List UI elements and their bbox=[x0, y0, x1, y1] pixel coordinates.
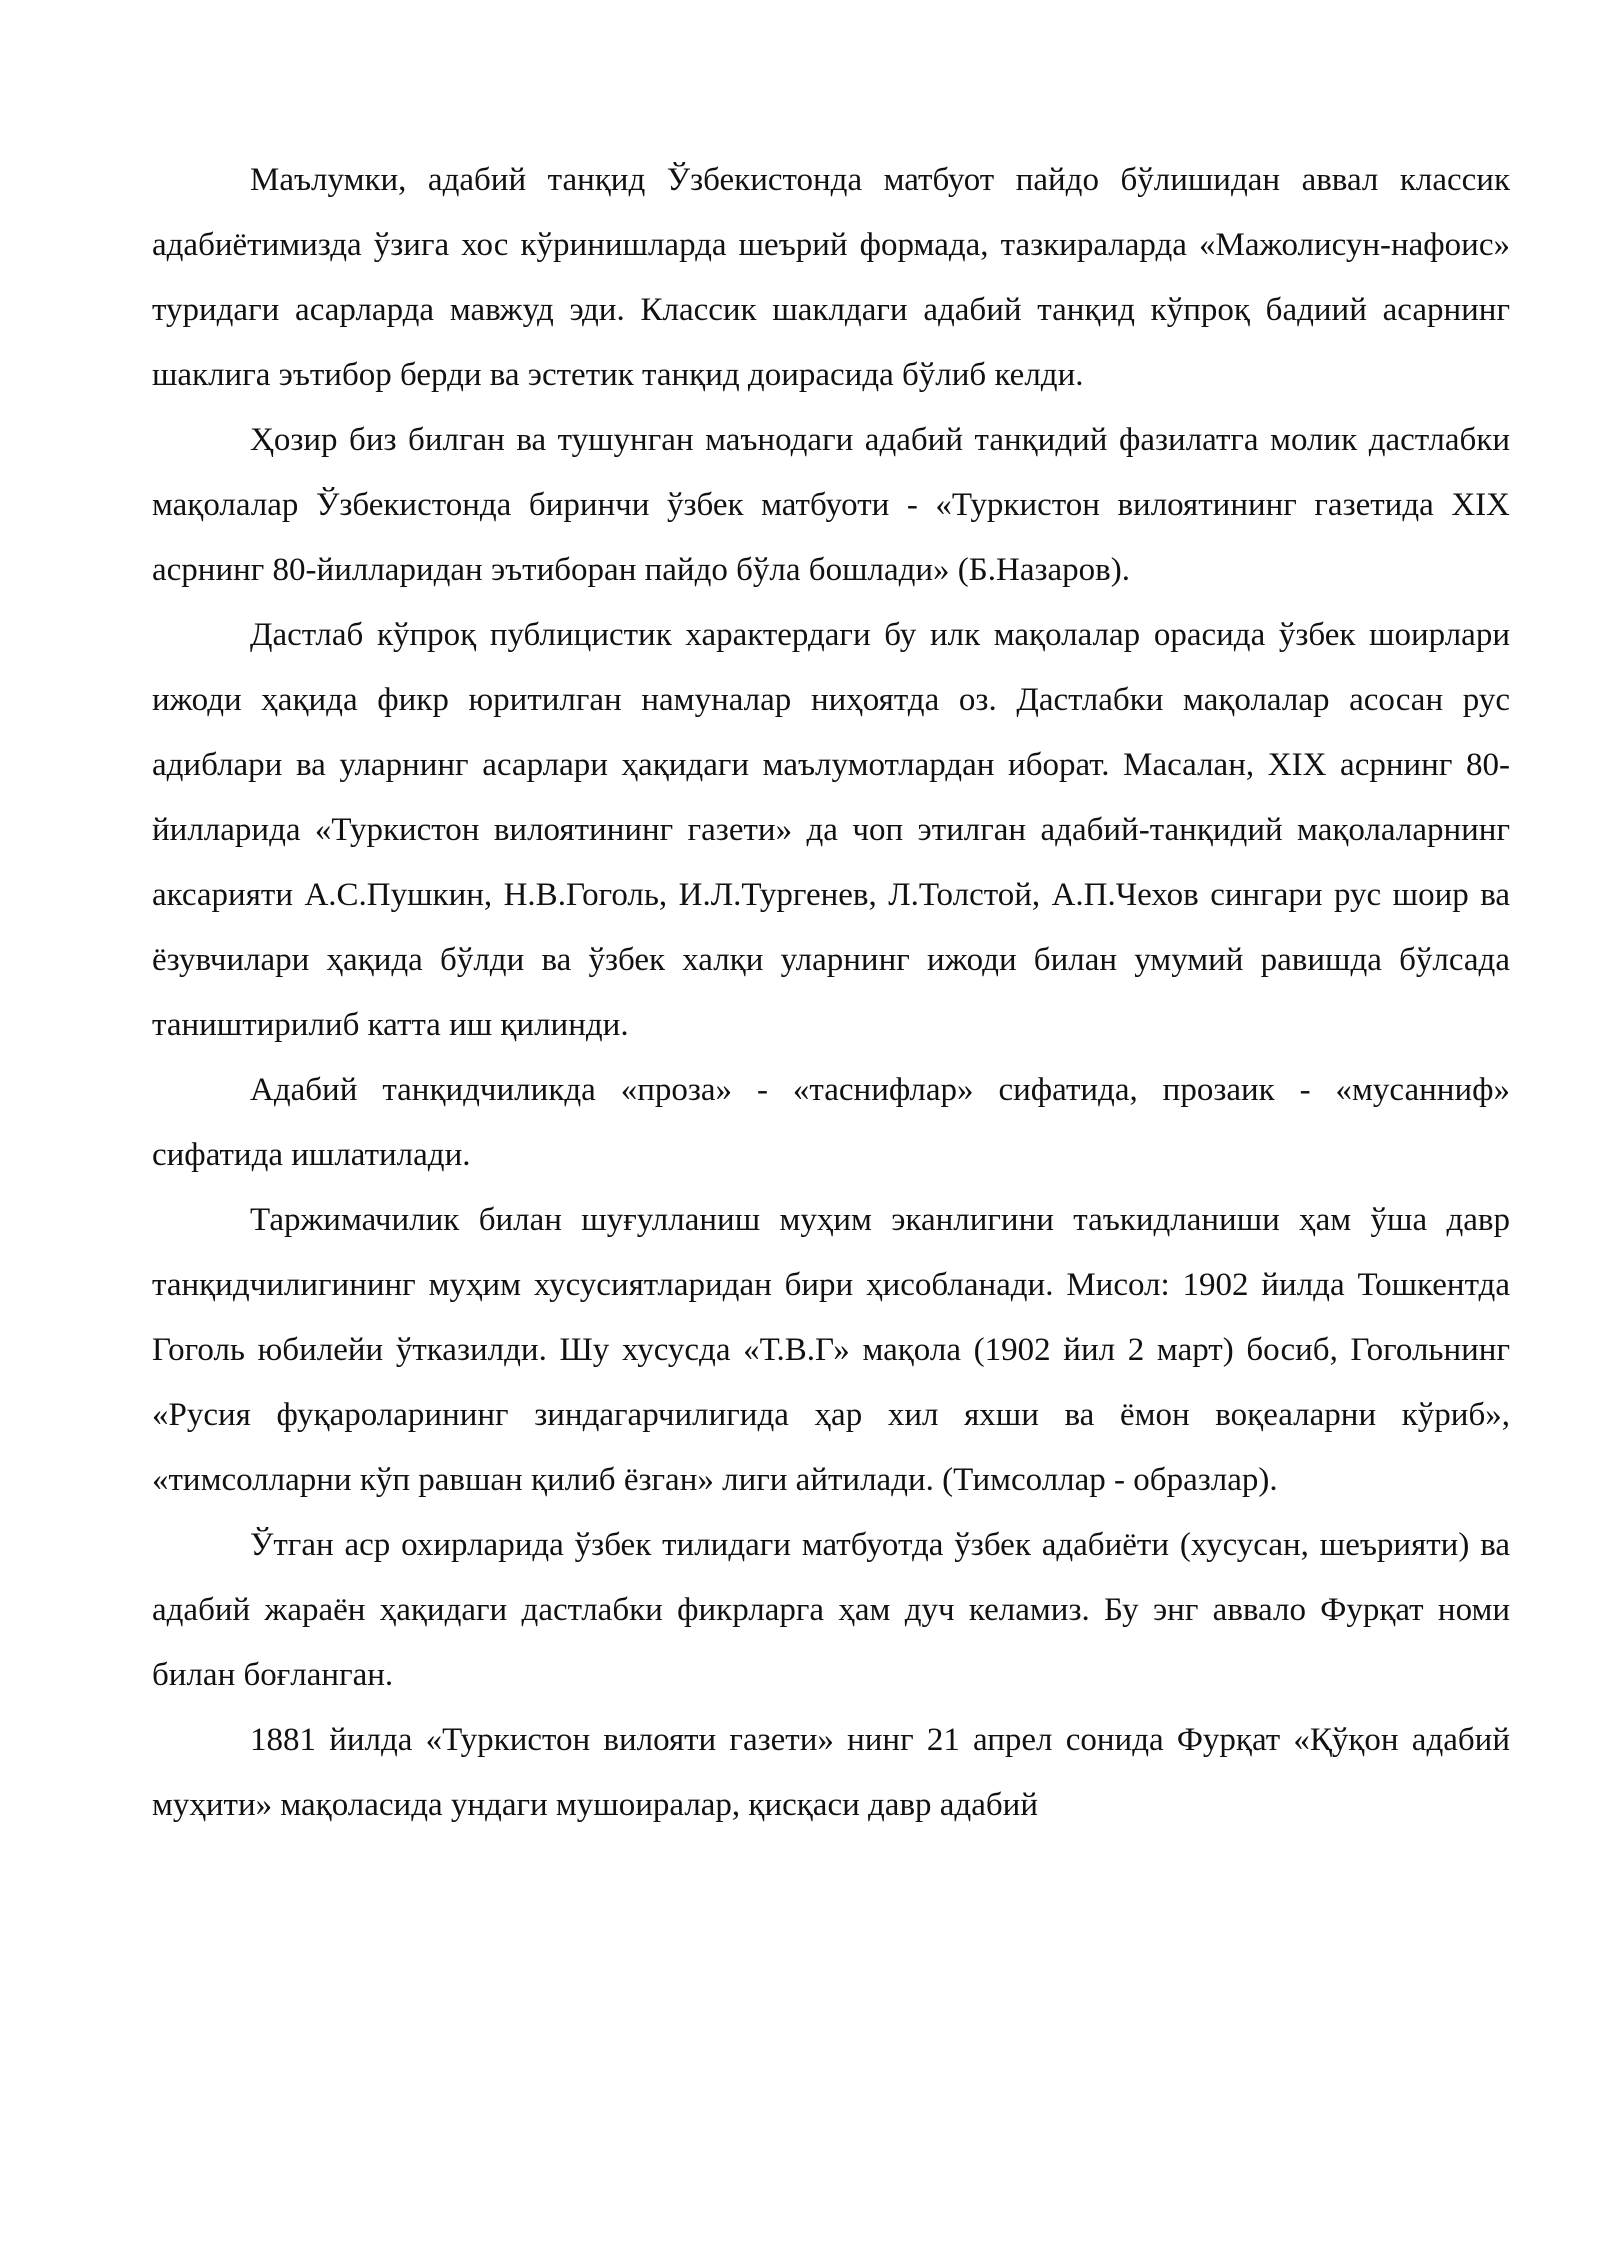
paragraph-prose-terms: Адабий танқидчиликда «проза» - «таснифлар» сифатида, прозаик - «мусанниф» сифатида ишлатилади. bbox=[152, 1072, 1510, 1173]
paragraph-furqat: Ўтган аср охирларида ўзбек тилидаги матбуотда ўзбек адабиёти (хусусан, шеърияти) ва адабий жараён ҳақидаги дастлабки фикрларга ҳам дуч келамиз. Бу энг аввало Фурқат номи билан боғланган. bbox=[152, 1527, 1510, 1693]
paragraph-russian-writers: Дастлаб кўпроқ публицистик характердаги бу илк мақолалар орасида ўзбек шоирлари ижоди ҳақида фикр юритилган намуналар ниҳоятда оз. Дастлабки мақолалар асосан рус адиблари ва уларнинг асарлари ҳақидаги маълумотлардан иборат. Масалан, XIX асрнинг 80-йилларида «Туркистон вилоятининг газети» да чоп этилган адабий-танқидий мақолаларнинг аксарияти А.С.Пушкин, Н.В.Гоголь, И.Л.Тургенев, Л.Толстой, А.П.Чехов сингари рус шоир ва ёзувчилари ҳақида бўлди ва ўзбек халқи уларнинг ижоди билан умумий равишда бўлсада таништирилиб катта иш қилинди. bbox=[152, 617, 1510, 1043]
paragraph-first-articles: Ҳозир биз билган ва тушунган маънодаги адабий танқидий фазилатга молик дастлабки мақолалар Ўзбекистонда биринчи ўзбек матбуоти - «Туркистон вилоятининг газетида XIX асрнинг 80-йилларидан эътиборан пайдо бўла бошлади» (Б.Назаров). bbox=[152, 422, 1510, 588]
paragraph-translation: Таржимачилик билан шуғулланиш муҳим эканлигини таъкидланиши ҳам ўша давр танқидчилигининг муҳим хусусиятларидан бири ҳисобланади. Мисол: 1902 йилда Тошкентда Гоголь юбилейи ўтказилди. Шу хусусда «Т.В.Г» мақола (1902 йил 2 март) босиб, Гогольнинг «Русия фуқароларининг зиндагарчилигида ҳар хил яхши ва ёмон воқеаларни кўриб», «тимсолларни кўп равшан қилиб ёзган» лиги айтилади. (Тимсоллар - образлар). bbox=[152, 1202, 1510, 1498]
document-page bbox=[152, 148, 1510, 1838]
paragraph-1881: 1881 йилда «Туркистон вилояти газети» нинг 21 апрел сонида Фурқат «Қўқон адабий муҳити» мақоласида ундаги мушоиралар, қисқаси давр адабий bbox=[152, 1722, 1510, 1823]
paragraph-classical-criticism: Маълумки, адабий танқид Ўзбекистонда матбуот пайдо бўлишидан аввал классик адабиётимизда ўзига хос кўринишларда шеърий формада, тазкираларда «Мажолисун-нафоис» туридаги асарларда мавжуд эди. Классик шаклдаги адабий танқид кўпроқ бадиий асарнинг шаклига эътибор берди ва эстетик танқид доирасида бўлиб келди. bbox=[152, 162, 1510, 393]
